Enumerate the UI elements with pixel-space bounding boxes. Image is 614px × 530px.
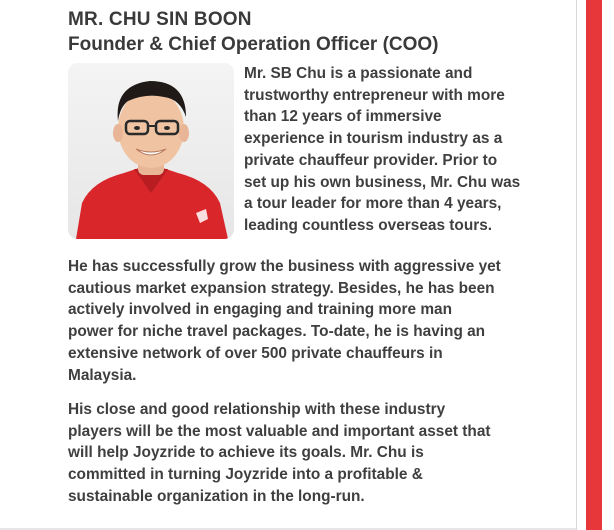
person-title: Founder & Chief Operation Officer (COO) [68,34,439,55]
growth-paragraph [68,256,558,386]
page-divider [576,0,577,530]
intro-line: trustworthy entrepreneur with more [244,86,505,104]
paragraph-line: power for niche travel packages. To-date, he is having an [68,323,486,341]
intro-line: private chauffeur provider. Prior to [244,151,498,169]
intro-line: Mr. SB Chu is a passionate and [244,65,473,82]
intro-line: leading countless overseas tours. [244,216,493,234]
portrait-photo [68,63,234,239]
paragraph-line: actively involved in engaging and training more man [68,301,452,319]
paragraph-line: He has successfully grow the business with aggressive yet [68,258,501,275]
accent-bar [586,0,602,530]
paragraph-line: extensive network of over 500 private chauffeurs in [68,344,443,362]
paragraph-line: His close and good relationship with these industry [68,401,446,418]
person-name: MR. CHU SIN BOON [68,9,252,30]
paragraph-line: will help Joyzride to achieve its goals. Mr. Chu is [68,444,424,462]
intro-line: than 12 years of immersive [244,108,442,126]
intro-line: experience in tourism industry as a [244,130,503,148]
portrait-illustration [68,63,234,239]
paragraph-line: committed in turning Joyzride into a profitable & [68,466,423,484]
intro-paragraph [244,63,549,237]
paragraph-line: Malaysia. [68,366,137,384]
intro-line: set up his own business, Mr. Chu was [244,173,521,191]
intro-line: a tour leader for more than 4 years, [244,195,502,213]
paragraph-line: sustainable organization in the long-run. [68,487,365,505]
paragraph-line: cautious market expansion strategy. Besides, he has been [68,279,495,297]
paragraph-line: players will be the most valuable and important asset that [68,422,491,440]
relationship-paragraph [68,399,558,508]
